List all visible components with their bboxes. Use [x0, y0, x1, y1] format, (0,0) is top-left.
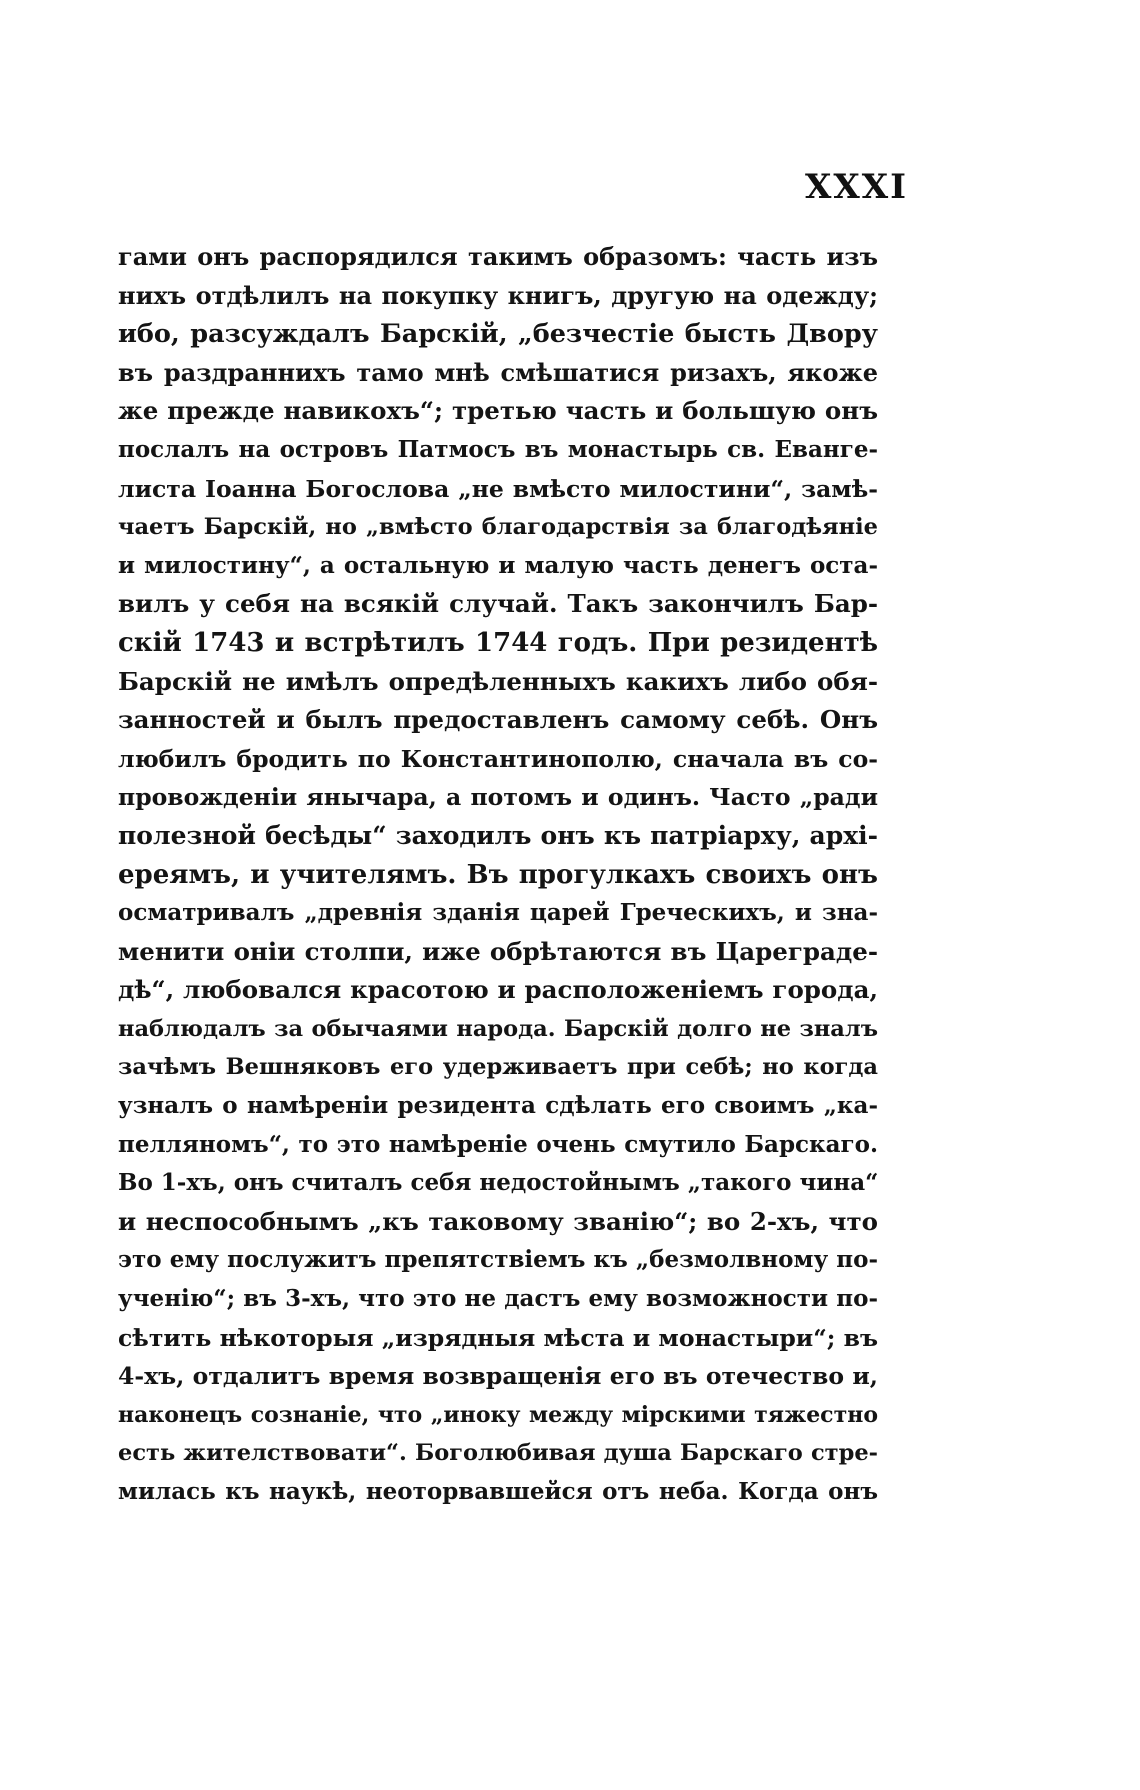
text-line: пелляномъ“, то это намѣреніе очень смутило Барскаго. — [118, 1130, 878, 1158]
text-line: любилъ бродить по Константинополю, сначала въ со- — [118, 744, 878, 773]
text-line: чаетъ Барскій, но „вмѣсто благодарствія за благодѣяніе — [118, 514, 878, 541]
text-line: гами онъ распорядился такимъ образомъ: часть изъ — [118, 242, 878, 271]
text-line: полезной бесѣды“ заходилъ онъ къ патріарху, архі- — [118, 820, 878, 850]
text-line: провожденіи янычара, а потомъ и одинъ. Часто „ради — [118, 783, 878, 812]
text-line: зачѣмъ Вешняковъ его удерживаетъ при себѣ; но когда — [118, 1054, 878, 1081]
text-line: Барскій не имѣлъ опредѣленныхъ какихъ либо обя- — [118, 666, 878, 696]
text-line: менити оніи столпи, иже обрѣтаются въ Цареграде- — [118, 936, 878, 966]
text-line: осматривалъ „древнія зданія царей Греческихъ, и зна- — [118, 899, 878, 927]
text-line: занностей и былъ предоставленъ самому себѣ. Онъ — [118, 705, 878, 735]
text-line: листа Іоанна Богослова „не вмѣсто милостини“, замѣ- — [118, 474, 878, 503]
text-line: вилъ у себя на всякій случай. Такъ закончилъ Бар- — [118, 589, 878, 619]
text-line: наконецъ сознаніе, что „иноку между мірскими тяжестно — [118, 1401, 878, 1428]
text-line: есть жителствовати“. Боголюбивая душа Барскаго стре- — [118, 1440, 878, 1467]
text-line: послалъ на островъ Патмосъ въ монастырь св. Еванге- — [118, 435, 878, 463]
text-line: Во 1-хъ, онъ считалъ себя недостойнымъ „такого чина“ — [118, 1169, 878, 1197]
page-number: XXXI — [804, 167, 908, 207]
text-line: и неспособнымъ „къ таковому званію“; во 2-хъ, что — [118, 1206, 878, 1236]
text-line: въ раздранниxъ тамо мнѣ смѣшатися ризахъ, якоже — [118, 357, 878, 387]
text-line: милась къ наукѣ, неоторвавшейся отъ неба. Когда онъ — [118, 1478, 878, 1505]
text-line: ибо, разсуждалъ Барскій, „безчестіе бысть Двору — [118, 319, 878, 350]
text-line: и милостину“, а остальную и малую часть денегъ оста- — [118, 551, 878, 579]
text-line: нихъ отдѣлилъ на покупку книгъ, другую на одежду; — [118, 280, 878, 310]
text-line: это ему послужитъ препятствіемъ къ „безмолвному по- — [118, 1246, 878, 1274]
text-line: сѣтить нѣкоторыя „изрядныя мѣста и монастыри“; въ — [118, 1323, 878, 1352]
text-line: же прежде навикохъ“; третью часть и большую онъ — [118, 396, 878, 426]
text-line: узналъ о намѣреніи резидента сдѣлать его своимъ „ка- — [118, 1092, 878, 1120]
text-line: ереямъ, и учителямъ. Въ прогулкахъ своихъ онъ — [118, 859, 878, 890]
text-line: 4-хъ, отдалитъ время возвращенія его въ отечество и, — [118, 1362, 878, 1391]
body-text — [118, 238, 878, 1512]
text-line: дѣ“, любовался красотою и расположеніемъ города, — [118, 975, 878, 1005]
text-line: ученію“; въ 3-хъ, что это не дастъ ему возможности по- — [118, 1285, 878, 1313]
text-line: скій 1743 и встрѣтилъ 1744 годъ. При резидентѣ — [118, 627, 878, 658]
text-line: наблюдалъ за обычаями народа. Барскій долго не зналъ — [118, 1015, 878, 1042]
